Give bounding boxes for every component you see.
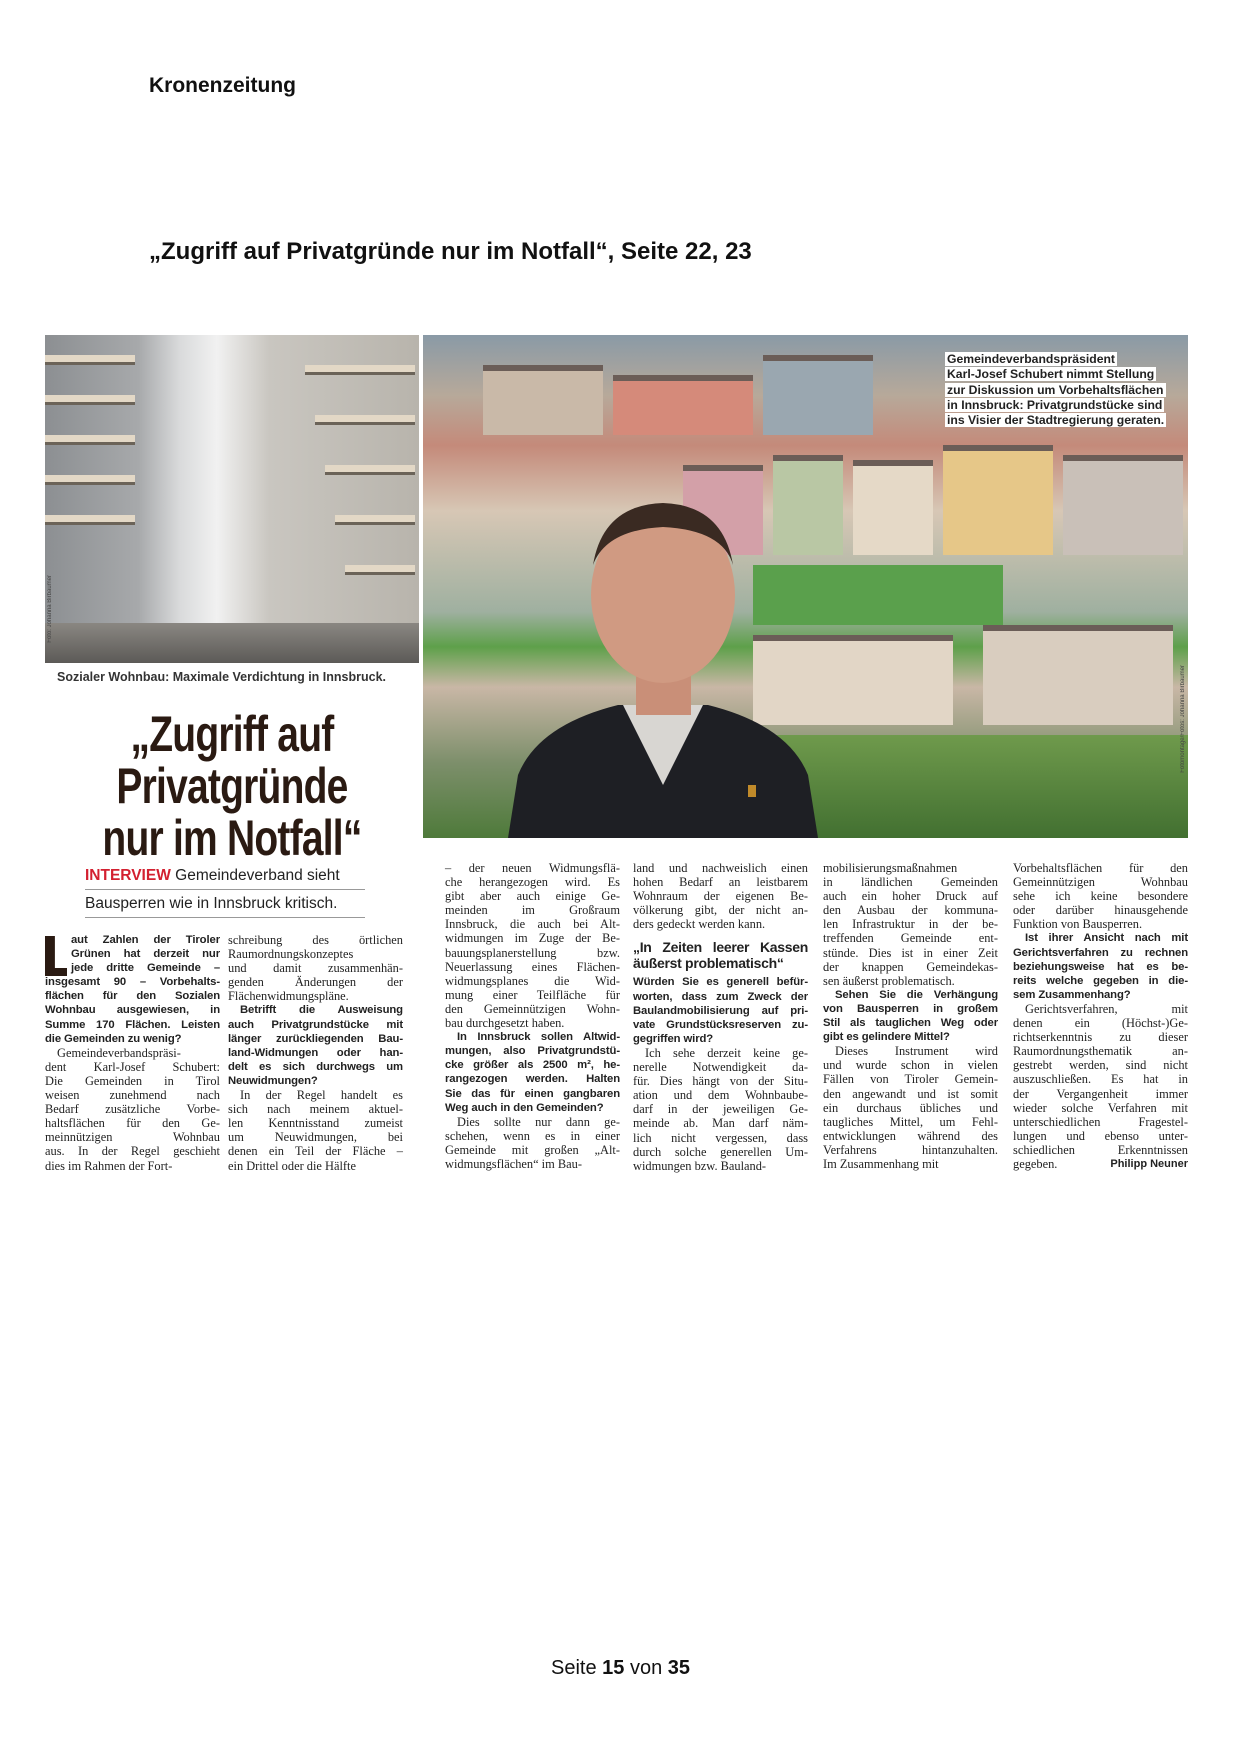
- text-line: sen äußerst problematisch.: [823, 973, 955, 988]
- text-line: gibt es gelindere Mittel?: [823, 1031, 950, 1044]
- text-line: treffenden Gemeinde ent-: [823, 931, 998, 946]
- article-headline: [86, 708, 378, 864]
- text-line: darf in der jeweiligen Ge-: [633, 1102, 808, 1117]
- text-line: richtserkenntnis zu dieser: [1013, 1030, 1188, 1045]
- text-line: meinden im Großraum: [445, 903, 620, 918]
- text-line: denen ein (Höchst-)Ge-: [1013, 1016, 1188, 1031]
- text-line: Grünen hat derzeit nur: [71, 948, 220, 961]
- page-number: 15: [602, 1657, 625, 1679]
- text-line: und wurde schon in vielen: [823, 1058, 998, 1073]
- text-line: Raumordnungskonzeptes: [228, 947, 354, 962]
- text-line: Betrifft die Ausweisung: [240, 1004, 403, 1017]
- article-column: [633, 861, 808, 1173]
- text-line: Wohnbau ausgewiesen, in: [45, 1004, 220, 1017]
- page-footer: [0, 1657, 1241, 1680]
- text-line: In der Regel handelt es: [240, 1088, 403, 1103]
- text-line: Gemeinde mit großen „Alt-: [445, 1142, 620, 1157]
- text-line: den Gemeinnützigen Wohn-: [445, 1001, 620, 1016]
- text-line: gegriffen wird?: [633, 1032, 714, 1045]
- portrait-caption: [945, 352, 1175, 428]
- text-line: den Ausbau der kommuna-: [823, 903, 998, 918]
- text-line: oder darüber hinausgehende: [1013, 903, 1188, 918]
- text-line: Raumordnungsthematik an-: [1013, 1044, 1188, 1059]
- text-line: sehe ich keine besondere: [1013, 889, 1188, 904]
- text-line: ein durchaus übliches und: [823, 1100, 998, 1115]
- text-line: weisen zunehmend nach: [45, 1088, 220, 1103]
- text-line: von Bausperren in großem: [823, 1002, 998, 1015]
- text-line: worten, dass zum Zweck der: [633, 990, 808, 1003]
- article-kicker: [85, 863, 365, 919]
- text-line: länger zurückliegenden Bau-: [228, 1032, 403, 1045]
- text-line: mung einer Teilfläche für: [445, 987, 620, 1002]
- text-line: widmungen im Zuge der Be-: [445, 931, 620, 946]
- photo-caption: Sozialer Wohnbau: Maximale Verdichtung in Innsbruck.: [57, 670, 386, 684]
- text-line: Gemeinnützigen Wohnbau: [1013, 875, 1188, 890]
- text-line: lich nicht vergessen, dass: [633, 1130, 808, 1145]
- article-column: [45, 933, 220, 1173]
- headline-line: nur im Notfall“: [102, 810, 362, 866]
- text-line: unterschiedlichen Fragestel-: [1013, 1114, 1188, 1129]
- text-line: beziehungsweise hat es be-: [1013, 960, 1188, 973]
- answer-paragraph: [45, 1046, 220, 1173]
- text-line: reits welche gegeben in die-: [1013, 974, 1188, 987]
- text-line: dies im Rahmen der Fort-: [45, 1158, 173, 1173]
- caption-line: Gemeindeverbandspräsident: [947, 352, 1115, 366]
- text-line: widmungsplanes die Wid-: [445, 973, 620, 988]
- text-line: und damit zusammenhän-: [228, 961, 403, 976]
- footer-prefix: Seite: [550, 1657, 597, 1679]
- text-line: „In Zeiten leerer Kassen: [633, 939, 808, 956]
- footer-middle: von: [629, 1657, 663, 1679]
- text-line: sich nach meinem aktuel-: [228, 1102, 403, 1117]
- text-line: lungen und ebenso unter-: [1013, 1128, 1188, 1143]
- text-line: bauungsplanerstellung bzw.: [445, 945, 620, 960]
- housing-photo: [45, 335, 419, 663]
- text-line: land-Widmungen oder han-: [228, 1046, 403, 1059]
- text-line: mobilisierungsmaßnahmen: [823, 861, 958, 875]
- text-line: flächen für den Sozialen: [45, 990, 220, 1003]
- article-column: [228, 933, 403, 1173]
- text-line: in ländlichen Gemeinden: [823, 875, 998, 890]
- question-paragraph: [1013, 931, 1188, 1001]
- portrait-figure: [508, 455, 818, 838]
- question-paragraph: [228, 1003, 403, 1088]
- text-line: ders gedeckt werden kann.: [633, 917, 766, 932]
- text-line: schiedlichen Erkenntnissen: [1013, 1142, 1188, 1157]
- question-paragraph: [45, 933, 220, 1046]
- text-line: Ich sehe derzeit keine ge-: [645, 1045, 808, 1060]
- author-byline: Philipp Neuner: [1110, 1158, 1188, 1171]
- text-line: mungen, also Privatgrundstü-: [445, 1045, 620, 1058]
- text-line: Gerichtsverfahren, mit: [1025, 1001, 1188, 1016]
- text-line: hohen Bedarf an leistbarem: [633, 875, 808, 890]
- answer-paragraph: [445, 1115, 620, 1171]
- text-line: Im Zusammenhang mit: [823, 1156, 939, 1171]
- caption-line: in Innsbruck: Privatgrundstücke sind: [947, 397, 1163, 412]
- caption-line: ins Visier der Stadtregierung geraten.: [947, 413, 1165, 428]
- text-line: genden Änderungen der: [228, 975, 403, 990]
- text-line: widmungen bzw. Bauland-: [633, 1158, 767, 1173]
- text-line: rangezogen werden. Halten: [445, 1073, 620, 1086]
- answer-paragraph: [445, 861, 620, 1030]
- text-line: Gerichtsverfahren zu rechnen: [1013, 946, 1188, 959]
- photo-credit: Fotomontage/Fotos: Johanna Birbaumer: [1180, 665, 1186, 773]
- text-line: Verfahrens hintanzuhalten.: [823, 1142, 998, 1157]
- text-line: dent Karl-Josef Schubert:: [45, 1059, 220, 1074]
- question-paragraph: [445, 1030, 620, 1115]
- text-line: aut Zahlen der Tiroler: [71, 934, 220, 946]
- question-paragraph: [633, 975, 808, 1045]
- caption-line: Karl-Josef Schubert nimmt Stellung: [947, 367, 1155, 382]
- text-line: Dies sollte nur dann ge-: [457, 1114, 620, 1129]
- text-line: cke größer als 2500 m², he-: [445, 1059, 620, 1072]
- text-line: che herangezogen wird. Es: [445, 875, 620, 890]
- article-column: [823, 861, 998, 1171]
- caption-line: zur Diskussion um Vorbehaltsflächen: [947, 382, 1164, 397]
- text-line: Summe 170 Flächen. Leisten: [45, 1018, 220, 1031]
- article-column: [445, 861, 620, 1171]
- text-line: Stil als tauglichen Weg oder: [823, 1017, 998, 1030]
- text-line: auch ein hoher Druck auf: [823, 889, 998, 904]
- answer-paragraph: [1013, 861, 1188, 931]
- text-line: meinde ab. Man darf näm-: [633, 1116, 808, 1131]
- text-line: taugliches Mittel, um Fehl-: [823, 1114, 998, 1129]
- text-line: auszuschließen. Es hat in: [1013, 1072, 1188, 1087]
- answer-paragraph: [823, 861, 998, 988]
- text-line: Funktion von Bausperren.: [1013, 917, 1143, 932]
- text-line: sem Zusammenhang?: [1013, 988, 1131, 1001]
- source-name: Kronenzeitung: [149, 74, 296, 97]
- text-line: Neuerlassung eines Flächen-: [445, 959, 620, 974]
- text-line: ein Drittel oder die Hälfte: [228, 1158, 356, 1173]
- text-line: nerelle Notwendigkeit da-: [633, 1060, 808, 1075]
- text-line: – der neuen Widmungsflä-: [445, 861, 620, 875]
- article-column: [1013, 861, 1188, 1171]
- text-line: wieder solche Verfahren mit: [1013, 1100, 1188, 1115]
- text-line: auch Privatgrundstücke mit: [228, 1018, 403, 1031]
- text-line: für. Dies hängt von der Situ-: [633, 1074, 808, 1089]
- text-line: gegeben.: [1013, 1156, 1058, 1171]
- text-line: bau durchgesetzt haben.: [445, 1016, 565, 1031]
- text-line: Bedarf zusätzliche Vorbe-: [45, 1102, 220, 1117]
- text-line: Fällen von Tiroler Gemein-: [823, 1072, 998, 1087]
- answer-paragraph: [1013, 1002, 1188, 1171]
- text-line: Weg auch in den Gemeinden?: [445, 1101, 604, 1114]
- text-line: insgesamt 90 – Vorbehalts-: [45, 976, 220, 989]
- text-line: aus. In der Regel geschieht: [45, 1144, 220, 1159]
- text-line: Ist ihrer Ansicht nach mit: [1025, 932, 1188, 945]
- text-line: Sie das für einen gangbaren: [445, 1087, 620, 1100]
- text-line: vate Grundstücksreserven zu-: [633, 1018, 808, 1031]
- text-line: meinnützigen Wohnbau: [45, 1130, 220, 1145]
- text-line: Wohnraum der eigenen Be-: [633, 889, 808, 904]
- text-line: len Kenntnisstand zumeist: [228, 1116, 403, 1131]
- kicker-text: Bausperren wie in Innsbruck kritisch.: [85, 891, 365, 918]
- text-line: der Vergangenheit immer: [1013, 1086, 1188, 1101]
- text-line: um Neuwidmungen, bei: [228, 1130, 403, 1145]
- page-total: 35: [667, 1657, 691, 1679]
- text-line: völkerung gibt, der nicht an-: [633, 903, 808, 918]
- text-line: jede dritte Gemeinde –: [71, 962, 220, 975]
- text-line: haltsflächen für den Ge-: [45, 1116, 220, 1131]
- text-line: schreibung des örtlichen: [228, 933, 403, 947]
- text-line: Flächenwidmungspläne.: [228, 989, 349, 1004]
- text-line: Gemeindeverbandspräsi-: [57, 1045, 181, 1060]
- text-line: In Innsbruck sollen Altwid-: [457, 1031, 620, 1044]
- text-line: denen ein Teil der Fläche –: [228, 1144, 403, 1159]
- text-line: entwicklungen während des: [823, 1128, 998, 1143]
- text-line: stünde. Dies ist in einer Zeit: [823, 945, 998, 960]
- text-line: Dieses Instrument wird: [835, 1044, 998, 1059]
- text-line: gibt aber auch einige Ge-: [445, 889, 620, 904]
- text-line: Die Gemeinden in Tirol: [45, 1073, 220, 1088]
- text-line: Vorbehaltsflächen für den: [1013, 861, 1188, 875]
- text-line: Baulandmobilisierung auf pri-: [633, 1004, 808, 1017]
- text-line: land und nachweislich einen: [633, 861, 808, 875]
- text-line: der knappen Gemeindekas-: [823, 959, 998, 974]
- kicker-text: Gemeindeverband sieht: [175, 867, 340, 884]
- text-line: den angewandt und ist somit: [823, 1086, 998, 1101]
- subheading: [633, 939, 808, 971]
- text-line: widmungsflächen“ im Bau-: [445, 1156, 582, 1171]
- headline-line: „Zugriff auf: [130, 706, 334, 762]
- answer-paragraph: [228, 1088, 403, 1173]
- answer-paragraph: [228, 933, 403, 1003]
- text-line: Sehen Sie die Verhängung: [835, 988, 998, 1001]
- text-line: Innsbruck, die auch bei Alt-: [445, 917, 620, 932]
- answer-paragraph: [823, 1044, 998, 1171]
- text-line: gestrebt werden, sind nicht: [1013, 1058, 1188, 1073]
- document-title: „Zugriff auf Privatgründe nur im Notfall“, Seite 22, 23: [149, 238, 752, 265]
- photo-credit: Foto: Johanna Birbaumer: [47, 575, 53, 643]
- text-line: schehen, wenn es in einer: [445, 1128, 620, 1143]
- text-line: delt es sich durchwegs um: [228, 1060, 403, 1073]
- answer-paragraph: [633, 861, 808, 931]
- text-line: Neuwidmungen?: [228, 1074, 318, 1087]
- text-line: äußerst problematisch“: [633, 955, 784, 972]
- text-line: Würden Sie es generell befür-: [633, 976, 808, 989]
- text-line: durch solche generellen Um-: [633, 1144, 808, 1159]
- kicker-label: INTERVIEW: [85, 867, 171, 884]
- question-paragraph: [823, 988, 998, 1044]
- text-line: len Infrastruktur in der be-: [823, 917, 998, 932]
- headline-line: Privatgründe: [116, 758, 348, 814]
- answer-paragraph: [633, 1046, 808, 1173]
- text-line: ation und dem Wohnbaube-: [633, 1088, 808, 1103]
- text-line: die Gemeinden zu wenig?: [45, 1032, 182, 1045]
